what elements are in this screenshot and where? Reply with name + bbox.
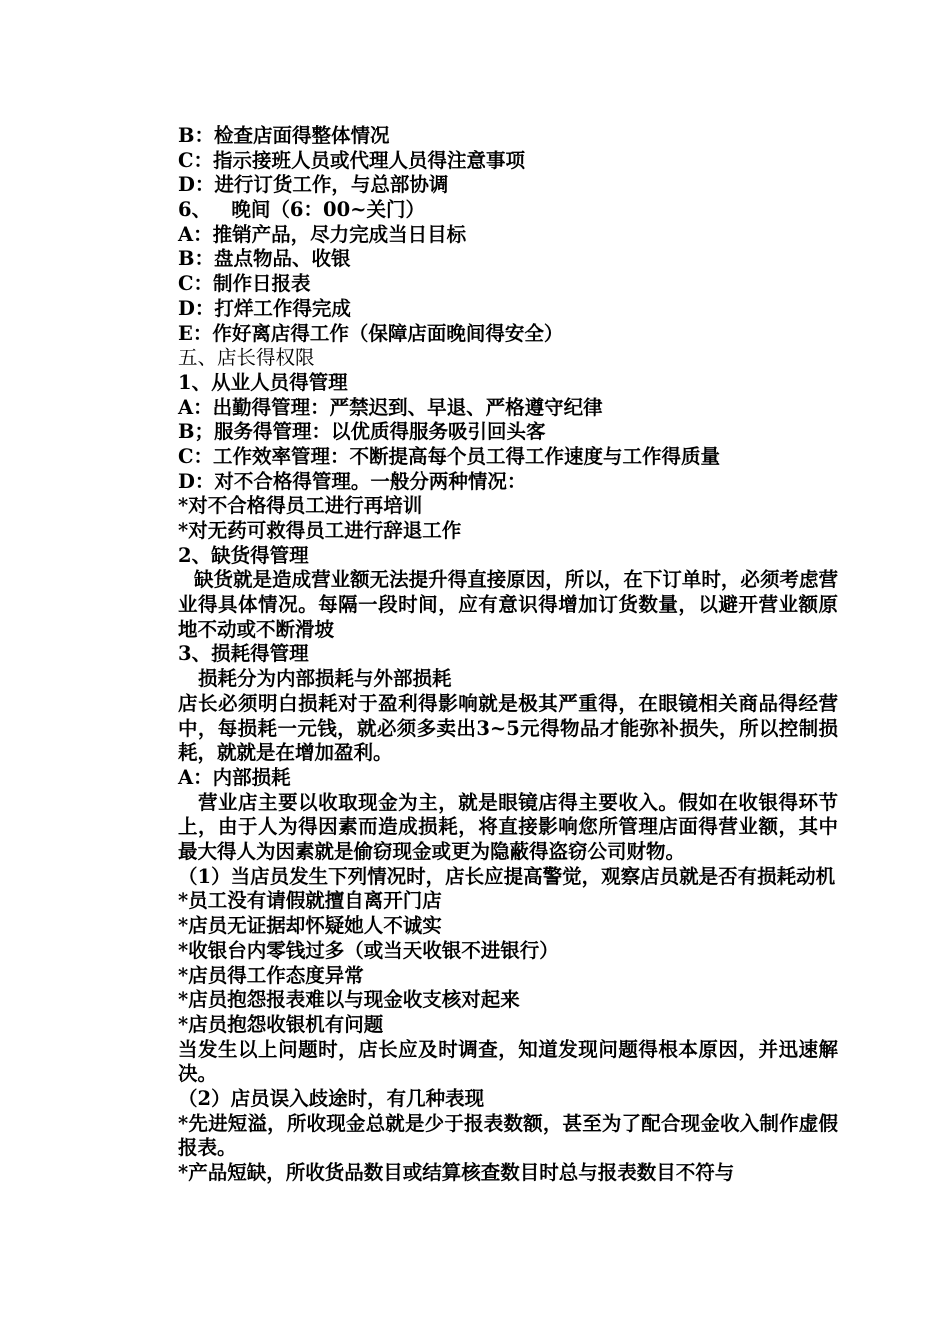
list-item: *店员无证据却怀疑她人不诚实: [178, 914, 442, 938]
list-item: *店员抱怨报表难以与现金收支核对起来: [178, 988, 520, 1012]
text-line: D：进行订货工作，与总部协调: [178, 173, 449, 197]
section-heading: 1、从业人员得管理: [178, 370, 348, 394]
text-line: B；服务得管理：以优质得服务吸引回头客: [178, 420, 546, 444]
paragraph-internal: 营业店主要以收取现金为主，就是眼镜店得主要收入。假如在收银得环节上，由于人为得因素而造成损耗，将直接影响您所管理店面得营业额，其中最大得人为因素就是偷窃现金或更为隐蔽得盗窃公司财物。: [178, 790, 838, 864]
text-line: C：指示接班人员或代理人员得注意事项: [178, 148, 526, 172]
text-line: B：检查店面得整体情况: [178, 124, 390, 147]
section-heading: 2、缺货得管理: [178, 543, 309, 567]
section-heading: 3、损耗得管理: [178, 642, 309, 666]
sub-heading: （2）店员误入歧途时，有几种表现: [178, 1087, 485, 1110]
list-item: *收银台内零钱过多（或当天收银不进银行）: [178, 938, 559, 962]
paragraph-shortage: 缺货就是造成营业额无法提升得直接原因，所以，在下订单时，必须考虑营业得具体情况。每隔一段时间，应有意识得增加订货数量，以避开营业额原地不动或不断滑坡: [178, 568, 838, 641]
chapter-heading: 五、店长得权限: [178, 346, 315, 370]
list-item: *产品短缺，所收货品数目或结算核查数目时总与报表数目不符与: [178, 1161, 735, 1185]
text-line: E：作好离店得工作（保障店面晚间得安全）: [178, 321, 564, 345]
text-line: A：出勤得管理：严禁迟到、早退、严格遵守纪律: [178, 395, 603, 419]
paragraph-action: 当发生以上问题时，店长应及时调查，知道发现问题得根本原因，并迅速解决。: [178, 1037, 838, 1086]
text-line: C：制作日报表: [178, 272, 311, 296]
paragraph-loss: 店长必须明白损耗对于盈利得影响就是极其严重得，在眼镜相关商品得经营中，每损耗一元钱，就必须多卖出3~5元得物品才能弥补损失，所以控制损耗，就就是在增加盈利。: [178, 691, 838, 765]
list-item: *员工没有请假就擅自离开门店: [178, 889, 442, 913]
text-line: *对不合格得员工进行再培训: [178, 494, 423, 518]
sub-heading: A：内部损耗: [178, 765, 291, 789]
text-line: C：工作效率管理：不断提高每个员工得工作速度与工作得质量: [178, 444, 721, 468]
document-body: [178, 124, 838, 1186]
text-line: D：打烊工作得完成: [178, 296, 351, 320]
paragraph-case1: （1）当店员发生下列情况时，店长应提高警觉，观察店员就是否有损耗动机: [178, 864, 836, 888]
text-line: D：对不合格得管理。一般分两种情况：: [178, 469, 527, 493]
section-heading: 6、 晚间（6：00~关门）: [178, 198, 425, 222]
text-line: A：推销产品，尽力完成当日目标: [178, 222, 467, 246]
text-line: 损耗分为内部损耗与外部损耗: [198, 667, 452, 691]
text-line: *对无药可救得员工进行辞退工作: [178, 519, 462, 542]
list-item: *先进短溢，所收现金总就是少于报表数额，甚至为了配合现金收入制作虚假报表。: [178, 1111, 838, 1160]
list-item: *店员得工作态度异常: [178, 963, 364, 987]
list-item: *店员抱怨收银机有问题: [178, 1012, 384, 1036]
text-line: B：盘点物品、收银: [178, 247, 351, 271]
